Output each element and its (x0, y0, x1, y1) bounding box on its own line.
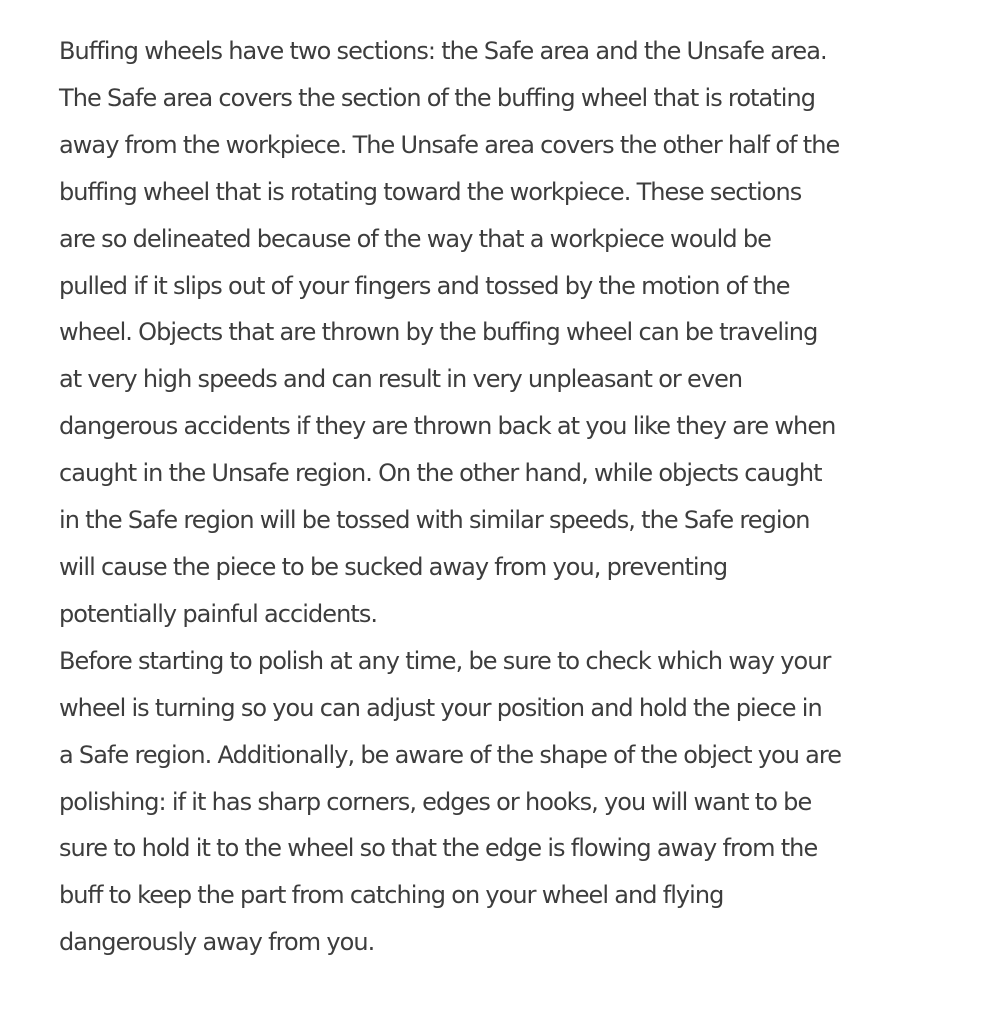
paragraph-polishing-advice (59, 638, 921, 966)
text-line: The Safe area covers the section of the buffing wheel that is rotating (59, 83, 815, 112)
text-line: buffing wheel that is rotating toward the workpiece. These sections (59, 177, 802, 206)
text-line: sure to hold it to the wheel so that the edge is flowing away from the (59, 834, 818, 863)
text-line: wheel. Objects that are thrown by the buffing wheel can be traveling (59, 318, 818, 347)
text-line: caught in the Unsafe region. On the other hand, while objects caught (59, 459, 822, 488)
text-line: away from the workpiece. The Unsafe area covers the other half of the (59, 130, 840, 159)
paragraph-safe-unsafe-areas (59, 28, 921, 638)
text-line: polishing: if it has sharp corners, edges or hooks, you will want to be (59, 787, 812, 816)
text-line: Before starting to polish at any time, be sure to check which way your (59, 646, 831, 675)
text-line: are so delineated because of the way that a workpiece would be (59, 224, 771, 253)
article-body (59, 28, 921, 966)
text-line: wheel is turning so you can adjust your position and hold the piece in (59, 693, 822, 722)
text-line: will cause the piece to be sucked away from you, preventing (59, 552, 728, 581)
text-line: a Safe region. Additionally, be aware of the shape of the object you are (59, 740, 842, 769)
text-line: pulled if it slips out of your fingers and tossed by the motion of the (59, 271, 790, 300)
text-line: in the Safe region will be tossed with similar speeds, the Safe region (59, 506, 810, 535)
text-line: buff to keep the part from catching on your wheel and flying (59, 881, 724, 910)
text-line: Buffing wheels have two sections: the Safe area and the Unsafe area. (59, 37, 827, 65)
text-line: at very high speeds and can result in very unpleasant or even (59, 365, 743, 394)
text-line: potentially painful accidents. (59, 599, 378, 628)
text-line: dangerous accidents if they are thrown back at you like they are when (59, 412, 836, 441)
text-line: dangerously away from you. (59, 928, 375, 957)
